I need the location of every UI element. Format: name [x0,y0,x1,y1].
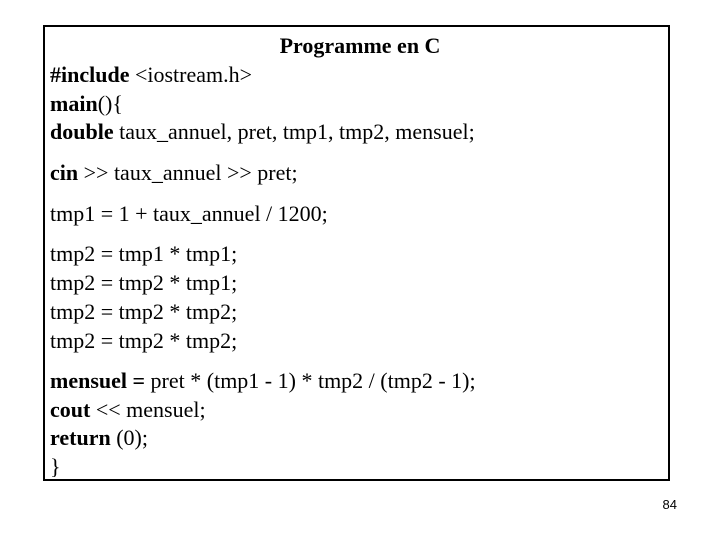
double-keyword: double [50,119,114,144]
code-line-tmp2-2: tmp2 = tmp2 * tmp1; [50,270,238,295]
code-line-tmp2-3: tmp2 = tmp2 * tmp2; [50,299,238,324]
code-line-tmp2-4: tmp2 = tmp2 * tmp2; [50,328,238,353]
cin-args: >> taux_annuel >> pret; [78,160,298,185]
code-line-cin [50,160,298,186]
page-number: 84 [662,497,677,512]
code-line-tmp2-1: tmp2 = tmp1 * tmp1; [50,241,238,266]
main-signature: (){ [97,91,123,116]
mensuel-expression: pret * (tmp1 - 1) * tmp2 / (tmp2 - 1); [145,368,476,393]
include-keyword: #include [50,62,130,87]
code-line-main [50,91,123,117]
code-line-cout [50,397,206,423]
slide-title: Programme en C [279,33,441,58]
return-value: (0); [110,425,148,450]
main-keyword: main [50,91,98,116]
code-line-declaration [50,119,475,145]
return-keyword: return [50,425,111,450]
cout-keyword: cout [50,397,91,422]
code-line-tmp1: tmp1 = 1 + taux_annuel / 1200; [50,201,328,226]
mensuel-assign: mensuel = [50,368,146,393]
code-line-mensuel [50,368,476,394]
code-line-closing-brace: } [50,454,61,479]
code-line-include [50,62,252,88]
declaration-vars: taux_annuel, pret, tmp1, tmp2, mensuel; [113,119,475,144]
code-line-return [50,425,148,451]
cin-keyword: cin [50,160,79,185]
cout-args: << mensuel; [90,397,206,422]
include-header: <iostream.h> [129,62,253,87]
